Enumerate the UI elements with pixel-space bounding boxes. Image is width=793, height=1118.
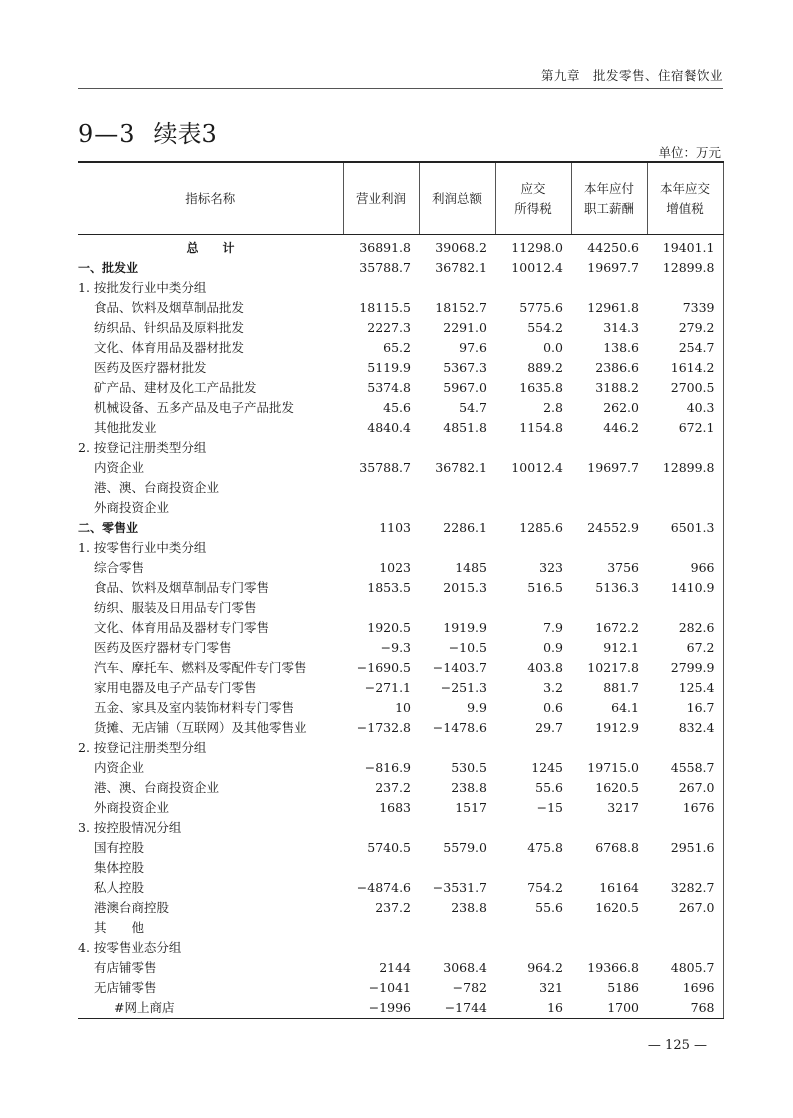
row-label: 外商投资企业 [94, 800, 170, 815]
cell-vat [647, 498, 723, 518]
cell-income_tax: 1245 [531, 760, 563, 775]
row-label: 3. 按控股情况分组 [78, 820, 182, 835]
cell-op_profit: 5374.8 [367, 380, 411, 395]
table-row [78, 438, 723, 458]
column-header-line: 应交 [520, 180, 546, 196]
cell-wages [571, 278, 647, 298]
cell-wages: 262.0 [603, 400, 639, 415]
cell-op_profit [343, 538, 419, 558]
row-label: 内资企业 [94, 460, 145, 475]
cell-wages: 16164 [599, 880, 639, 895]
cell-vat: 6501.3 [647, 518, 723, 538]
cell-income_tax: 964.2 [527, 960, 563, 975]
cell-vat: 267.0 [647, 778, 723, 798]
row-label: 内资企业 [94, 760, 145, 775]
cell-total_profit [419, 278, 495, 298]
cell-income_tax: 889.2 [527, 360, 563, 375]
cell-wages: 10217.8 [587, 660, 639, 675]
cell-total_profit: 54.7 [459, 400, 487, 415]
table-number: 9—3 [78, 120, 136, 148]
row-label: 无店铺零售 [94, 980, 157, 995]
cell-vat: 832.4 [647, 718, 723, 738]
cell-vat: 125.4 [647, 678, 723, 698]
row-label: 一、批发业 [78, 261, 139, 275]
cell-op_profit [343, 918, 419, 938]
column-header-line: 本年应交 [659, 180, 710, 196]
cell-vat: 279.2 [647, 318, 723, 338]
table-row [78, 898, 723, 918]
row-label: 有店铺零售 [94, 960, 157, 975]
table-row [78, 358, 723, 378]
cell-wages: 881.7 [603, 680, 639, 695]
cell-total_profit: 530.5 [451, 760, 487, 775]
table-row [78, 778, 723, 798]
row-label: 医药及医疗器材批发 [94, 360, 207, 375]
cell-income_tax [495, 498, 571, 518]
table-row [78, 818, 723, 838]
cell-income_tax: 16 [495, 998, 571, 1019]
cell-total_profit: 2015.3 [443, 580, 487, 595]
cell-op_profit [343, 278, 419, 298]
cell-vat: 4805.7 [647, 958, 723, 978]
table-row [78, 958, 723, 978]
cell-total_profit: 1517 [455, 800, 487, 815]
table-row [78, 858, 723, 878]
cell-vat: 966 [647, 558, 723, 578]
cell-vat: 67.2 [647, 638, 723, 658]
table-row [78, 638, 723, 658]
cell-wages: 5136.3 [595, 580, 639, 595]
row-label: 4. 按零售业态分组 [78, 940, 182, 955]
cell-wages: 912.1 [603, 640, 639, 655]
cell-op_profit: 10 [395, 700, 411, 715]
cell-op_profit: −816.9 [364, 760, 411, 775]
table-row [78, 578, 723, 598]
row-label: 综合零售 [94, 560, 145, 575]
row-label: 矿产品、建材及化工产品批发 [94, 380, 257, 395]
row-label: 2. 按登记注册类型分组 [78, 440, 207, 455]
cell-total_profit: 5367.3 [443, 360, 487, 375]
cell-total_profit: 39068.2 [435, 240, 487, 255]
table-row [78, 978, 723, 998]
cell-vat: 2951.6 [647, 838, 723, 858]
cell-op_profit: 18115.5 [359, 300, 411, 315]
cell-wages: 44250.6 [587, 240, 639, 255]
header-rule [78, 88, 723, 89]
cell-income_tax: 754.2 [527, 880, 563, 895]
row-label: 集体控股 [94, 860, 145, 875]
cell-wages: 6768.8 [595, 840, 639, 855]
cell-total_profit [419, 438, 495, 458]
cell-total_profit [419, 738, 495, 758]
cell-op_profit: 5119.9 [367, 360, 411, 375]
table-row [78, 258, 723, 278]
table-row [78, 998, 723, 1019]
cell-income_tax: 11298.0 [511, 240, 563, 255]
cell-vat: 282.6 [647, 618, 723, 638]
cell-income_tax: 323 [539, 560, 563, 575]
cell-income_tax: 321 [539, 980, 563, 995]
cell-total_profit [419, 598, 495, 618]
table-row [78, 878, 723, 898]
cell-vat [647, 478, 723, 498]
cell-total_profit: −10.5 [448, 640, 487, 655]
table-row [78, 498, 723, 518]
row-label: 食品、饮料及烟草制品批发 [94, 300, 245, 315]
cell-op_profit: −4874.6 [356, 880, 411, 895]
cell-wages [571, 738, 647, 758]
row-label: 港澳台商控股 [94, 900, 170, 915]
cell-wages: 1700 [571, 998, 647, 1019]
column-header-income_tax [495, 162, 571, 235]
table-row [78, 718, 723, 738]
cell-op_profit: 1683 [379, 800, 411, 815]
cell-total_profit [419, 498, 495, 518]
cell-wages [571, 858, 647, 878]
cell-total_profit: 5579.0 [443, 840, 487, 855]
cell-op_profit: 1103 [379, 520, 411, 535]
cell-wages [571, 498, 647, 518]
row-label: 总 计 [186, 241, 235, 255]
cell-total_profit: 2286.1 [443, 520, 487, 535]
row-label: 文化、体育用品及器材专门零售 [94, 620, 270, 635]
cell-vat [647, 818, 723, 838]
row-label: 五金、家具及室内装饰材料专门零售 [94, 700, 295, 715]
cell-total_profit [419, 538, 495, 558]
cell-op_profit: 1023 [379, 560, 411, 575]
cell-op_profit: 36891.8 [359, 240, 411, 255]
cell-total_profit: −1744 [419, 998, 495, 1019]
cell-income_tax: 55.6 [535, 900, 563, 915]
row-label: 家用电器及电子产品专门零售 [94, 680, 257, 695]
row-label: 纺织品、针织品及原料批发 [94, 320, 245, 335]
table-row [78, 378, 723, 398]
unit-label: 单位：万元 [658, 145, 721, 160]
row-label: 1. 按批发行业中类分组 [78, 280, 207, 295]
cell-op_profit: 2144 [379, 960, 411, 975]
cell-total_profit: 9.9 [467, 700, 487, 715]
cell-op_profit: 2227.3 [367, 320, 411, 335]
cell-wages: 3188.2 [595, 380, 639, 395]
cell-wages: 24552.9 [587, 520, 639, 535]
row-label: 2. 按登记注册类型分组 [78, 740, 207, 755]
column-header-wages [571, 162, 647, 235]
cell-wages [571, 818, 647, 838]
row-label: 纺织、服装及日用品专门零售 [94, 600, 257, 615]
cell-op_profit: 65.2 [383, 340, 411, 355]
row-label: 机械设备、五多产品及电子产品批发 [94, 400, 295, 415]
cell-wages: 5186 [607, 980, 639, 995]
row-label: 文化、体育用品及器材批发 [94, 340, 245, 355]
table-row [78, 278, 723, 298]
cell-op_profit [343, 738, 419, 758]
column-header-total_profit [419, 162, 495, 235]
cell-income_tax [495, 818, 571, 838]
table-row [78, 698, 723, 718]
cell-income_tax [495, 478, 571, 498]
cell-op_profit: 4840.4 [367, 420, 411, 435]
row-label: 食品、饮料及烟草制品专门零售 [94, 580, 270, 595]
table-row [78, 658, 723, 678]
cell-vat: 16.7 [647, 698, 723, 718]
cell-op_profit: −271.1 [364, 680, 411, 695]
cell-op_profit: 35788.7 [359, 460, 411, 475]
row-label: 医药及医疗器材专门零售 [94, 640, 232, 655]
cell-vat: 768 [647, 998, 723, 1019]
cell-total_profit: 1919.9 [443, 620, 487, 635]
cell-total_profit [419, 818, 495, 838]
cell-total_profit: 2291.0 [443, 320, 487, 335]
row-label: 其 他 [94, 920, 145, 935]
cell-op_profit [343, 858, 419, 878]
cell-total_profit [419, 918, 495, 938]
cell-income_tax: 1154.8 [519, 420, 563, 435]
table-row [78, 538, 723, 558]
cell-vat [647, 278, 723, 298]
cell-op_profit: −1996 [343, 998, 419, 1019]
cell-wages: 1620.5 [595, 780, 639, 795]
cell-wages [571, 938, 647, 958]
cell-vat: 267.0 [647, 898, 723, 918]
cell-income_tax: 10012.4 [511, 460, 563, 475]
row-label: 其他批发业 [94, 420, 157, 435]
cell-total_profit: 238.8 [451, 780, 487, 795]
table-row [78, 458, 723, 478]
table-row [78, 938, 723, 958]
column-header-line: 营业利润 [355, 190, 406, 206]
cell-wages [571, 598, 647, 618]
cell-total_profit: 1485 [455, 560, 487, 575]
table-row [78, 798, 723, 818]
cell-income_tax: −15 [536, 800, 563, 815]
cell-op_profit: 237.2 [375, 900, 411, 915]
cell-wages: 19715.0 [587, 760, 639, 775]
cell-income_tax: 55.6 [535, 780, 563, 795]
table-row [78, 235, 723, 259]
cell-wages: 19697.7 [587, 260, 639, 275]
cell-vat: 4558.7 [647, 758, 723, 778]
cell-vat [647, 538, 723, 558]
table-row [78, 598, 723, 618]
cell-wages [571, 478, 647, 498]
cell-total_profit: 36782.1 [435, 460, 487, 475]
table-row [78, 338, 723, 358]
cell-vat [647, 858, 723, 878]
column-header-line: 职工薪酬 [583, 200, 634, 216]
row-label: 汽车、摩托车、燃料及零配件专门零售 [94, 660, 307, 675]
cell-total_profit: 5967.0 [443, 380, 487, 395]
table-title-text: 续表3 [153, 120, 217, 148]
cell-income_tax: 1285.6 [519, 520, 563, 535]
table-row [78, 418, 723, 438]
cell-total_profit [419, 858, 495, 878]
cell-op_profit [343, 438, 419, 458]
cell-income_tax: 7.9 [543, 620, 563, 635]
cell-op_profit [343, 938, 419, 958]
cell-total_profit: 97.6 [459, 340, 487, 355]
cell-wages: 3217 [607, 800, 639, 815]
row-label: 1. 按零售行业中类分组 [78, 540, 207, 555]
cell-total_profit: 238.8 [451, 900, 487, 915]
cell-op_profit: −1732.8 [356, 720, 411, 735]
cell-op_profit [343, 818, 419, 838]
row-label: 港、澳、台商投资企业 [94, 480, 220, 495]
cell-wages [571, 918, 647, 938]
row-label: 外商投资企业 [94, 500, 170, 515]
cell-vat [647, 438, 723, 458]
table-row [78, 678, 723, 698]
cell-op_profit: 5740.5 [367, 840, 411, 855]
cell-wages: 19366.8 [587, 960, 639, 975]
cell-total_profit: −1478.6 [432, 720, 487, 735]
table-row [78, 618, 723, 638]
cell-vat: 1614.2 [647, 358, 723, 378]
cell-income_tax: 29.7 [535, 720, 563, 735]
row-label: 私人控股 [94, 880, 145, 895]
table-row [78, 758, 723, 778]
cell-wages [571, 438, 647, 458]
cell-total_profit: 18152.7 [435, 300, 487, 315]
cell-income_tax: 1635.8 [519, 380, 563, 395]
cell-income_tax [495, 858, 571, 878]
cell-income_tax: 516.5 [527, 580, 563, 595]
cell-total_profit: 4851.8 [443, 420, 487, 435]
column-header-line: 增值税 [666, 200, 704, 216]
cell-income_tax: 3.2 [543, 680, 563, 695]
cell-op_profit: 45.6 [383, 400, 411, 415]
cell-income_tax: 0.9 [543, 640, 563, 655]
statistics-table [78, 161, 724, 1019]
cell-vat: 40.3 [647, 398, 723, 418]
cell-wages: 1912.9 [595, 720, 639, 735]
cell-vat [647, 938, 723, 958]
cell-income_tax: 554.2 [527, 320, 563, 335]
table-row [78, 298, 723, 318]
cell-wages: 1620.5 [595, 900, 639, 915]
cell-income_tax [495, 938, 571, 958]
column-header-line: 利润总额 [431, 190, 482, 206]
cell-op_profit [343, 498, 419, 518]
column-header-name [78, 162, 343, 235]
cell-income_tax: 10012.4 [511, 260, 563, 275]
cell-vat: 2700.5 [647, 378, 723, 398]
cell-income_tax [495, 738, 571, 758]
cell-total_profit: 3068.4 [443, 960, 487, 975]
cell-income_tax [495, 538, 571, 558]
cell-op_profit: 35788.7 [359, 260, 411, 275]
cell-vat: 3282.7 [647, 878, 723, 898]
cell-total_profit: 36782.1 [435, 260, 487, 275]
cell-vat: 1696 [647, 978, 723, 998]
cell-income_tax: 475.8 [527, 840, 563, 855]
table-row [78, 918, 723, 938]
cell-op_profit: 1920.5 [367, 620, 411, 635]
cell-total_profit [419, 478, 495, 498]
cell-total_profit [419, 938, 495, 958]
cell-vat: 19401.1 [647, 235, 723, 259]
cell-income_tax: 0.6 [543, 700, 563, 715]
row-label: 国有控股 [94, 840, 145, 855]
row-label: #网上商店 [78, 998, 343, 1019]
table-title [78, 114, 217, 149]
cell-vat: 12899.8 [647, 458, 723, 478]
cell-total_profit: −3531.7 [432, 880, 487, 895]
cell-vat: 1410.9 [647, 578, 723, 598]
table-row [78, 518, 723, 538]
cell-total_profit: −1403.7 [432, 660, 487, 675]
cell-vat: 672.1 [647, 418, 723, 438]
cell-op_profit: 237.2 [375, 780, 411, 795]
column-header-op_profit [343, 162, 419, 235]
cell-income_tax [495, 598, 571, 618]
cell-wages: 3756 [607, 560, 639, 575]
table-header-row [78, 162, 723, 235]
row-label: 港、澳、台商投资企业 [94, 780, 220, 795]
table-row [78, 738, 723, 758]
cell-wages: 2386.6 [595, 360, 639, 375]
cell-income_tax: 403.8 [527, 660, 563, 675]
cell-wages: 446.2 [603, 420, 639, 435]
cell-vat [647, 918, 723, 938]
cell-op_profit [343, 478, 419, 498]
cell-wages [571, 538, 647, 558]
cell-income_tax [495, 438, 571, 458]
cell-wages: 1672.2 [595, 620, 639, 635]
cell-op_profit: −9.3 [380, 640, 411, 655]
row-label: 货摊、无店铺（互联网）及其他零售业 [94, 720, 307, 735]
cell-vat: 7339 [647, 298, 723, 318]
cell-wages: 314.3 [603, 320, 639, 335]
cell-income_tax [495, 278, 571, 298]
table-body [78, 235, 723, 1019]
cell-vat: 12899.8 [647, 258, 723, 278]
cell-wages: 19697.7 [587, 460, 639, 475]
cell-vat: 1676 [647, 798, 723, 818]
cell-vat: 2799.9 [647, 658, 723, 678]
table-row [78, 318, 723, 338]
row-label: 二、零售业 [78, 521, 139, 535]
cell-op_profit [343, 598, 419, 618]
cell-income_tax [495, 918, 571, 938]
cell-total_profit: −782 [452, 980, 487, 995]
column-header-line: 本年应付 [583, 180, 634, 196]
cell-op_profit: 1853.5 [367, 580, 411, 595]
cell-total_profit: −251.3 [440, 680, 487, 695]
table-row [78, 398, 723, 418]
cell-income_tax: 0.0 [543, 340, 563, 355]
table-row [78, 838, 723, 858]
cell-op_profit: −1041 [368, 980, 411, 995]
running-head: 第九章 批发零售、住宿餐饮业 [540, 68, 723, 83]
cell-vat [647, 598, 723, 618]
cell-wages: 138.6 [603, 340, 639, 355]
cell-income_tax: 2.8 [543, 400, 563, 415]
page-number: — 125 — [647, 1038, 707, 1053]
cell-vat: 254.7 [647, 338, 723, 358]
cell-vat [647, 738, 723, 758]
cell-income_tax: 5775.6 [519, 300, 563, 315]
column-header-vat [647, 162, 723, 235]
cell-wages: 12961.8 [587, 300, 639, 315]
cell-wages: 64.1 [611, 700, 639, 715]
table-row [78, 478, 723, 498]
column-header-line: 所得税 [514, 200, 552, 216]
cell-op_profit: −1690.5 [356, 660, 411, 675]
column-header-line: 指标名称 [185, 190, 236, 206]
table-row [78, 558, 723, 578]
